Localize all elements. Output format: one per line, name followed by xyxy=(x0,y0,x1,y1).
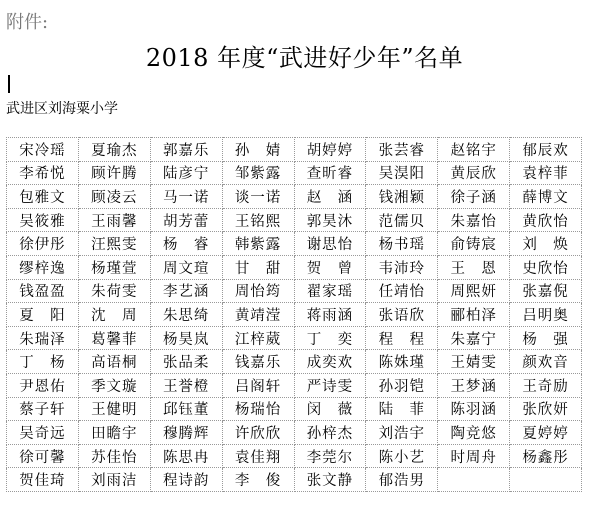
name-cell: 王誉橙 xyxy=(150,373,222,397)
name-cell: 丁 奕 xyxy=(294,326,366,350)
name-cell: 丁 杨 xyxy=(7,350,79,374)
name-cell xyxy=(510,468,582,492)
name-cell: 张语欣 xyxy=(366,303,438,327)
name-cell: 穆腾辉 xyxy=(150,421,222,445)
name-cell: 蒋雨涵 xyxy=(294,303,366,327)
name-cell: 王雨馨 xyxy=(78,208,150,232)
names-table xyxy=(6,137,582,492)
name-cell: 王 恩 xyxy=(438,255,510,279)
name-cell: 杨 强 xyxy=(510,326,582,350)
name-cell: 孙 婧 xyxy=(222,138,294,162)
table-row xyxy=(7,255,582,279)
table-row xyxy=(7,279,582,303)
name-cell: 黄辰欣 xyxy=(438,161,510,185)
name-cell: 吕明奥 xyxy=(510,303,582,327)
name-cell: 王健明 xyxy=(78,397,150,421)
name-cell: 韩紫露 xyxy=(222,232,294,256)
name-cell: 杨瑾萱 xyxy=(78,255,150,279)
name-cell: 王铭熙 xyxy=(222,208,294,232)
name-cell: 夏瑜杰 xyxy=(78,138,150,162)
name-cell: 季文璇 xyxy=(78,373,150,397)
name-cell: 杨 睿 xyxy=(150,232,222,256)
name-cell: 钱嘉乐 xyxy=(222,350,294,374)
name-cell: 陶竞悠 xyxy=(438,421,510,445)
name-cell: 杨鑫彤 xyxy=(510,444,582,468)
name-cell: 陈姝瑾 xyxy=(366,350,438,374)
table-row xyxy=(7,326,582,350)
name-cell: 赵 涵 xyxy=(294,185,366,209)
name-cell: 韦沛玲 xyxy=(366,255,438,279)
name-cell: 尹恩佑 xyxy=(7,373,79,397)
name-cell: 杨昊岚 xyxy=(150,326,222,350)
table-row xyxy=(7,397,582,421)
name-cell: 吴奇远 xyxy=(7,421,79,445)
name-cell: 贺佳琦 xyxy=(7,468,79,492)
name-cell: 陆 菲 xyxy=(366,397,438,421)
name-cell: 葛馨菲 xyxy=(78,326,150,350)
name-cell: 缪梓逸 xyxy=(7,255,79,279)
name-cell: 陈羽涵 xyxy=(438,397,510,421)
name-cell: 江梓葳 xyxy=(222,326,294,350)
name-cell: 俞铸宸 xyxy=(438,232,510,256)
name-cell: 周熙妍 xyxy=(438,279,510,303)
name-cell: 严诗雯 xyxy=(294,373,366,397)
name-cell: 周文瑄 xyxy=(150,255,222,279)
name-cell: 杨瑞怡 xyxy=(222,397,294,421)
table-row xyxy=(7,444,582,468)
name-cell: 闵 薇 xyxy=(294,397,366,421)
name-cell: 胡婷婷 xyxy=(294,138,366,162)
name-cell: 邹紫露 xyxy=(222,161,294,185)
name-cell: 王婧雯 xyxy=(438,350,510,374)
name-cell: 吴筱雅 xyxy=(7,208,79,232)
name-cell: 刘 焕 xyxy=(510,232,582,256)
name-cell: 谢思怡 xyxy=(294,232,366,256)
attachment-label: 附件: xyxy=(6,12,49,33)
name-cell: 夏婷婷 xyxy=(510,421,582,445)
table-row xyxy=(7,350,582,374)
table-row xyxy=(7,373,582,397)
name-cell: 黄欣怡 xyxy=(510,208,582,232)
name-cell: 张欣妍 xyxy=(510,397,582,421)
name-cell: 郭昊沐 xyxy=(294,208,366,232)
name-cell: 查昕睿 xyxy=(294,161,366,185)
name-cell: 邱钰董 xyxy=(150,397,222,421)
name-cell: 杨书瑶 xyxy=(366,232,438,256)
name-cell: 郁浩男 xyxy=(366,468,438,492)
name-cell: 程诗韵 xyxy=(150,468,222,492)
name-cell: 徐可馨 xyxy=(7,444,79,468)
name-cell: 陈思冉 xyxy=(150,444,222,468)
name-cell: 徐子涵 xyxy=(438,185,510,209)
name-cell: 赵铭宇 xyxy=(438,138,510,162)
table-row xyxy=(7,208,582,232)
name-cell: 王梦涵 xyxy=(438,373,510,397)
name-cell: 汪熙雯 xyxy=(78,232,150,256)
name-cell: 顾许腾 xyxy=(78,161,150,185)
name-cell: 张文静 xyxy=(294,468,366,492)
name-cell: 朱荷雯 xyxy=(78,279,150,303)
name-cell: 范儒贝 xyxy=(366,208,438,232)
name-cell: 陈小艺 xyxy=(366,444,438,468)
name-cell: 黄靖滢 xyxy=(222,303,294,327)
name-cell: 吕阁轩 xyxy=(222,373,294,397)
name-cell: 贺 曾 xyxy=(294,255,366,279)
document-title: 2018 年度“武进好少年”名单 xyxy=(145,44,464,72)
name-cell: 徐伊彤 xyxy=(7,232,79,256)
school-name: 武进区刘海粟小学 xyxy=(6,101,118,117)
name-cell: 顾凌云 xyxy=(78,185,150,209)
name-cell: 田瞻宇 xyxy=(78,421,150,445)
name-cell: 张品柔 xyxy=(150,350,222,374)
table-row xyxy=(7,138,582,162)
name-cell: 史欣怡 xyxy=(510,255,582,279)
name-cell: 钱湘颖 xyxy=(366,185,438,209)
name-cell: 包雅文 xyxy=(7,185,79,209)
name-cell: 周怡筠 xyxy=(222,279,294,303)
name-cell: 李 俊 xyxy=(222,468,294,492)
name-cell: 翟家瑶 xyxy=(294,279,366,303)
name-cell: 袁梓菲 xyxy=(510,161,582,185)
name-cell: 孙梓杰 xyxy=(294,421,366,445)
name-cell: 王奇励 xyxy=(510,373,582,397)
name-cell: 谈一诺 xyxy=(222,185,294,209)
table-row xyxy=(7,232,582,256)
name-cell: 袁佳翔 xyxy=(222,444,294,468)
name-cell: 胡芳蕾 xyxy=(150,208,222,232)
table-row xyxy=(7,185,582,209)
name-cell: 刘雨洁 xyxy=(78,468,150,492)
name-cell: 李莞尔 xyxy=(294,444,366,468)
name-cell: 甘 甜 xyxy=(222,255,294,279)
name-cell: 时周舟 xyxy=(438,444,510,468)
name-cell: 成奕欢 xyxy=(294,350,366,374)
name-cell: 苏佳怡 xyxy=(78,444,150,468)
names-table-body xyxy=(7,138,582,492)
name-cell: 张芸睿 xyxy=(366,138,438,162)
name-cell: 刘浩宇 xyxy=(366,421,438,445)
name-cell: 程 程 xyxy=(366,326,438,350)
name-cell: 沈 周 xyxy=(78,303,150,327)
name-cell: 朱嘉宁 xyxy=(438,326,510,350)
name-cell: 郭嘉乐 xyxy=(150,138,222,162)
name-cell: 郁辰欢 xyxy=(510,138,582,162)
name-cell: 朱思绮 xyxy=(150,303,222,327)
name-cell: 马一诺 xyxy=(150,185,222,209)
name-cell: 宋冷瑶 xyxy=(7,138,79,162)
name-cell: 李希悦 xyxy=(7,161,79,185)
name-cell: 朱瑞泽 xyxy=(7,326,79,350)
table-row xyxy=(7,421,582,445)
table-row xyxy=(7,303,582,327)
name-cell: 张嘉倪 xyxy=(510,279,582,303)
name-cell: 李艺涵 xyxy=(150,279,222,303)
name-cell: 蔡子轩 xyxy=(7,397,79,421)
name-cell: 钱盈盈 xyxy=(7,279,79,303)
name-cell: 吴淏阳 xyxy=(366,161,438,185)
text-cursor xyxy=(8,75,10,93)
names-table-wrapper xyxy=(6,137,582,492)
name-cell xyxy=(438,468,510,492)
name-cell: 孙羽铠 xyxy=(366,373,438,397)
name-cell: 陆彦宁 xyxy=(150,161,222,185)
name-cell: 薛博文 xyxy=(510,185,582,209)
name-cell: 许欣欣 xyxy=(222,421,294,445)
name-cell: 高语桐 xyxy=(78,350,150,374)
name-cell: 朱嘉怡 xyxy=(438,208,510,232)
name-cell: 郦柏泽 xyxy=(438,303,510,327)
table-row xyxy=(7,468,582,492)
name-cell: 颜欢音 xyxy=(510,350,582,374)
table-row xyxy=(7,161,582,185)
name-cell: 任靖怡 xyxy=(366,279,438,303)
name-cell: 夏 阳 xyxy=(7,303,79,327)
